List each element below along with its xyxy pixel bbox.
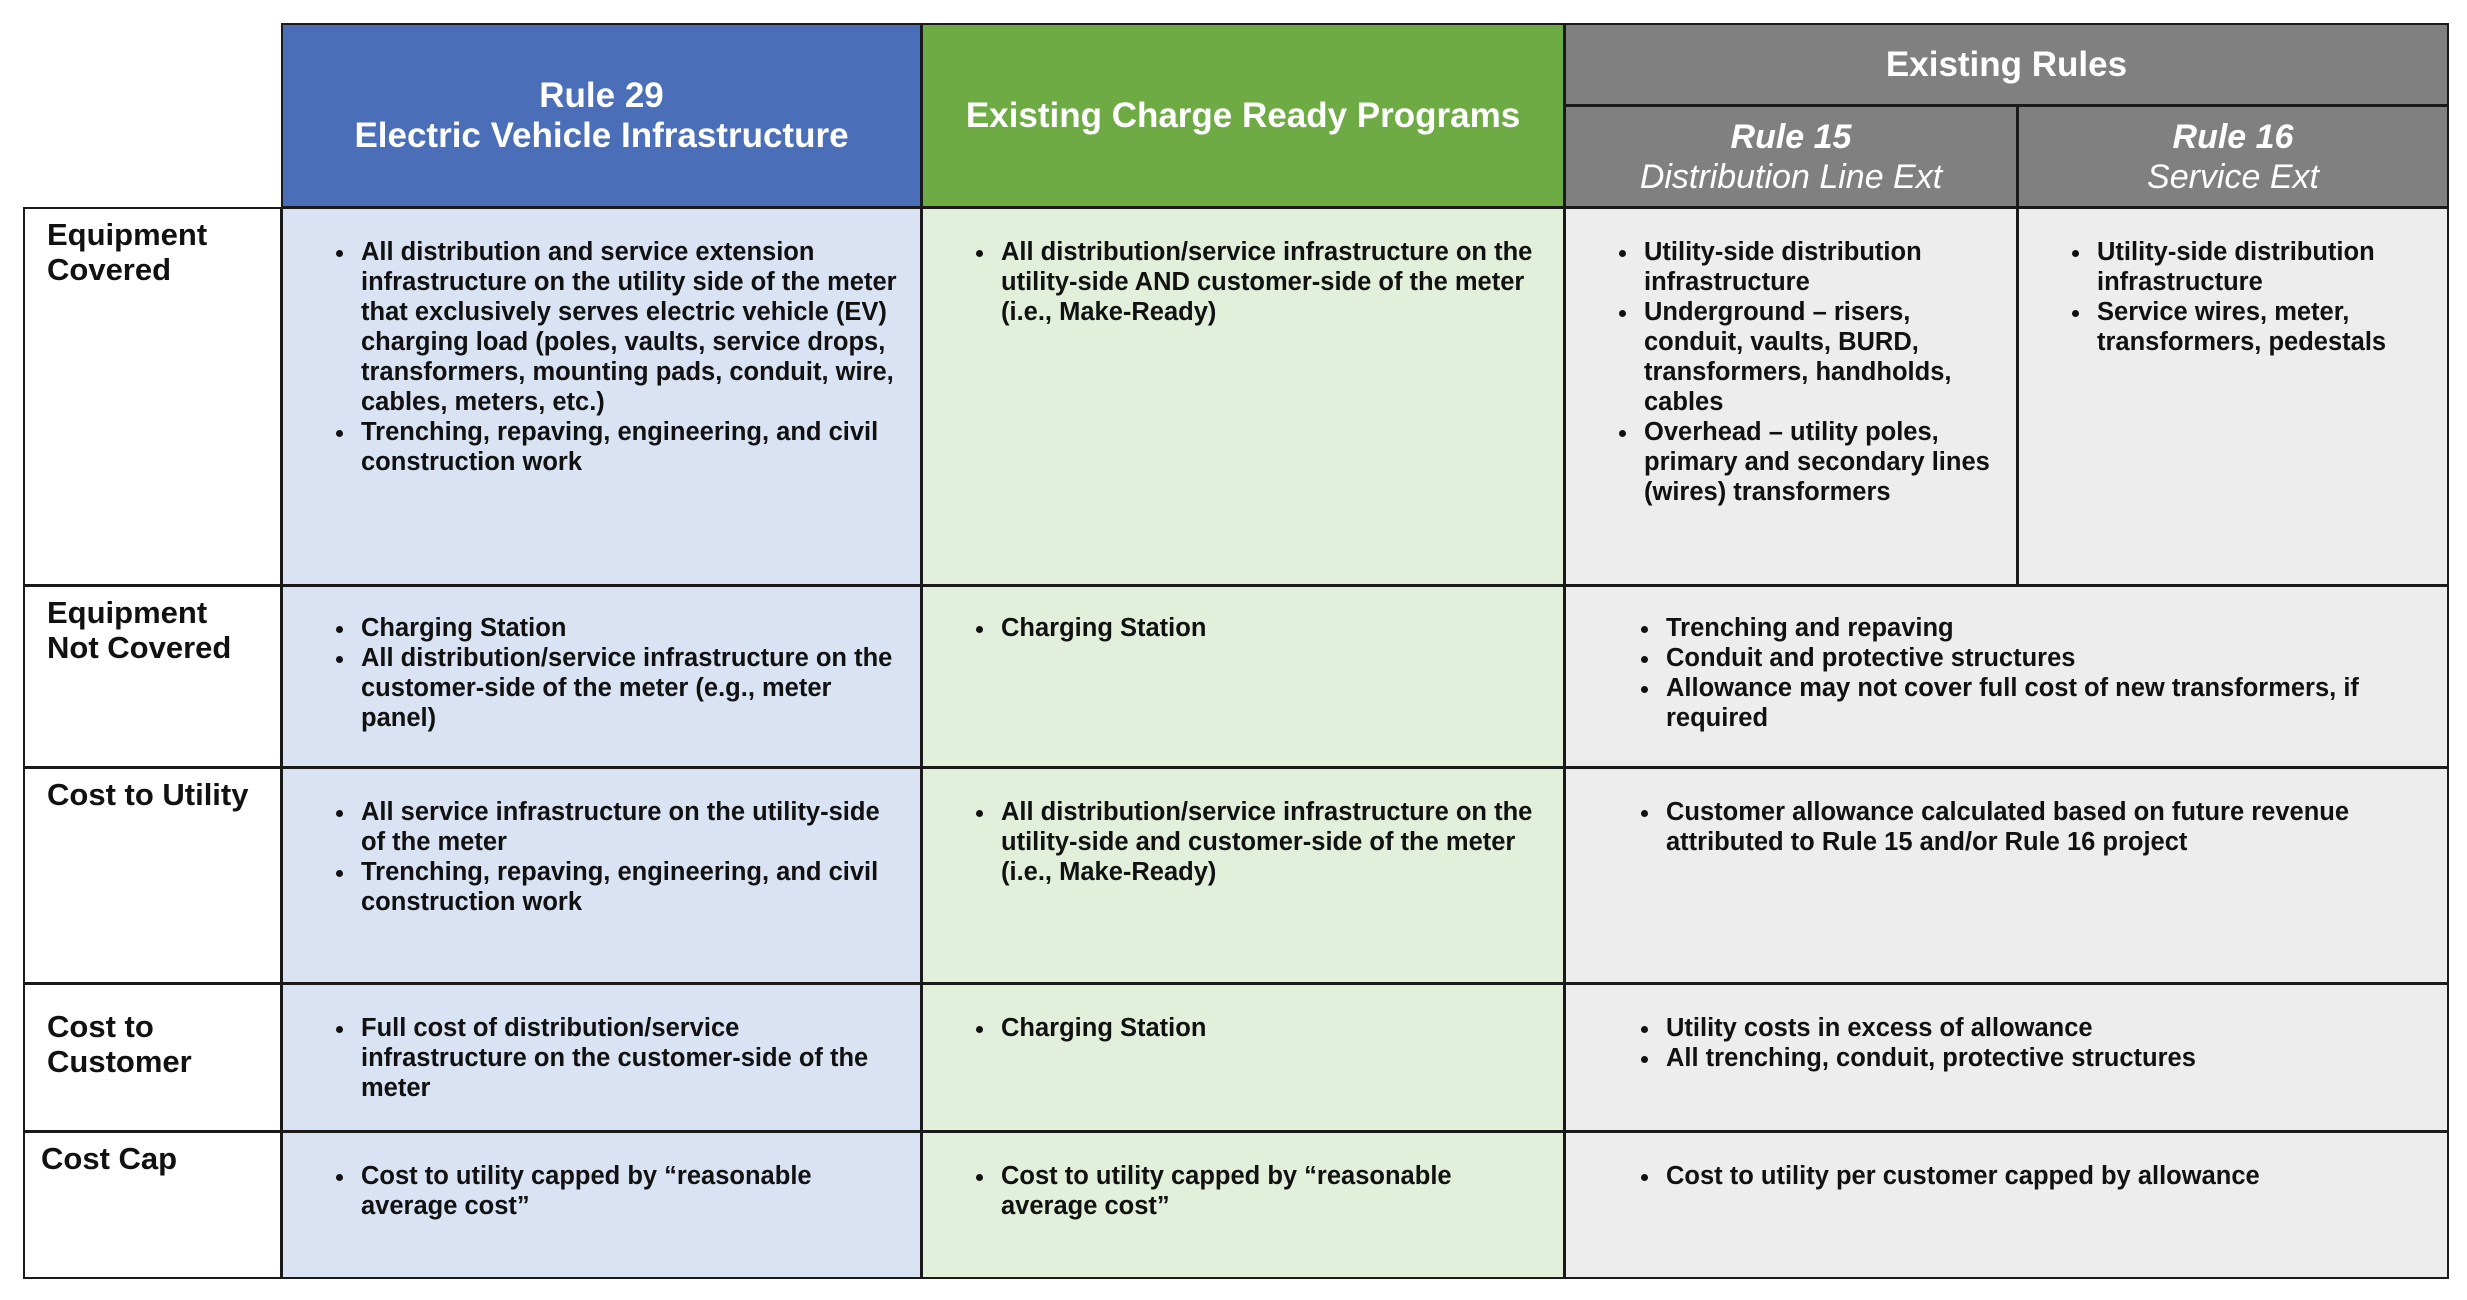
cell-charge-ready-equipment-covered — [921, 207, 1565, 586]
list-item: • All distribution/service infrastructure on the utility-side and customer-side of the meter (i.e., Make-Ready) — [997, 797, 1543, 887]
header-rule15-title: Rule 15 — [1730, 117, 1852, 156]
list-item: • Utility costs in excess of allowance — [1662, 1013, 2427, 1043]
list-item: • Trenching, repaving, engineering, and civil construction work — [357, 417, 900, 477]
cell-rule29-cost-cap — [281, 1131, 922, 1279]
list-item: • Cost to utility per customer capped by allowance — [1662, 1161, 2427, 1191]
header-rule15-subtitle: Distribution Line Ext — [1639, 157, 1943, 196]
cell-rule29-cost-to-customer — [281, 983, 922, 1132]
cell-rule16-equipment-covered — [2017, 207, 2449, 586]
row-label-line: Not Covered — [47, 630, 232, 665]
row-label-line: Equipment — [47, 595, 208, 630]
row-label-line: Covered — [47, 252, 172, 287]
row-label-line: Cost to — [47, 1009, 154, 1044]
header-charge-ready-title: Existing Charge Ready Programs — [965, 95, 1521, 135]
header-rule29-title: Rule 29 — [539, 75, 664, 115]
list-item: • Allowance may not cover full cost of new transformers, if required — [1662, 673, 2427, 733]
list-item: • All distribution and service extension infrastructure on the utility side of the meter that exclusively serves electric vehicle (EV) charging load (poles, vaults, service drops, transformers, mounting pads, conduit, wire, cables, meters, etc.) — [357, 237, 900, 417]
list-item: • Full cost of distribution/service infrastructure on the customer-side of the meter — [357, 1013, 900, 1103]
list-item: • Customer allowance calculated based on future revenue attributed to Rule 15 and/or Rule 16 project — [1662, 797, 2427, 857]
comparison-table — [24, 24, 2449, 1279]
cell-rule29-equipment-covered — [281, 207, 922, 586]
cell-charge-ready-equipment-not-covered — [921, 585, 1565, 768]
list-item: • All distribution/service infrastructure on the utility-side AND customer-side of the meter (i.e., Make-Ready) — [997, 237, 1543, 327]
list-item: • Charging Station — [357, 613, 900, 643]
list-item: • Trenching and repaving — [1662, 613, 2427, 643]
list-item: • All trenching, conduit, protective structures — [1662, 1043, 2427, 1073]
list-item: • Utility-side distribution infrastructure — [1640, 237, 1996, 297]
corner-blank — [24, 24, 282, 208]
cell-existing-cost-cap — [1564, 1131, 2449, 1279]
header-rule29-subtitle: Electric Vehicle Infrastructure — [354, 115, 849, 155]
header-rule16-subtitle: Service Ext — [2147, 157, 2319, 196]
header-rule16 — [2017, 105, 2449, 208]
header-rule15 — [1564, 105, 2018, 208]
list-item: • Cost to utility capped by “reasonable average cost” — [357, 1161, 900, 1221]
list-item: • Conduit and protective structures — [1662, 643, 2427, 673]
row-label-line: Customer — [47, 1044, 192, 1079]
cell-existing-cost-to-utility — [1564, 767, 2449, 984]
list-item: • Utility-side distribution infrastructure — [2093, 237, 2427, 297]
list-item: • Trenching, repaving, engineering, and civil construction work — [357, 857, 900, 917]
header-charge-ready — [921, 23, 1565, 208]
row-label-line: Equipment — [47, 217, 208, 252]
cell-rule29-cost-to-utility — [281, 767, 922, 984]
row-label-cost-to-customer — [23, 983, 282, 1132]
cell-existing-equipment-not-covered — [1564, 585, 2449, 768]
row-label-equipment-covered — [23, 207, 282, 586]
list-item: • All distribution/service infrastructure on the customer-side of the meter (e.g., meter panel) — [357, 643, 900, 733]
cell-existing-cost-to-customer — [1564, 983, 2449, 1132]
list-item: • Service wires, meter, transformers, pedestals — [2093, 297, 2427, 357]
row-label-cost-cap — [23, 1131, 282, 1279]
row-label-line: Cost Cap — [41, 1141, 178, 1176]
row-label-cost-to-utility — [23, 767, 282, 984]
header-existing-rules-title: Existing Rules — [1885, 44, 2128, 84]
header-rule16-title: Rule 16 — [2172, 117, 2294, 156]
cell-charge-ready-cost-to-customer — [921, 983, 1565, 1132]
list-item: • Overhead – utility poles, primary and secondary lines (wires) transformers — [1640, 417, 1996, 507]
list-item: • Charging Station — [997, 613, 1543, 643]
cell-rule29-equipment-not-covered — [281, 585, 922, 768]
list-item: • Cost to utility capped by “reasonable average cost” — [997, 1161, 1543, 1221]
list-item: • All service infrastructure on the utility-side of the meter — [357, 797, 900, 857]
cell-charge-ready-cost-to-utility — [921, 767, 1565, 984]
cell-charge-ready-cost-cap — [921, 1131, 1565, 1279]
list-item: • Charging Station — [997, 1013, 1543, 1043]
list-item: • Underground – risers, conduit, vaults, BURD, transformers, handholds, cables — [1640, 297, 1996, 417]
row-label-equipment-not-covered — [23, 585, 282, 768]
cell-rule15-equipment-covered — [1564, 207, 2018, 586]
header-existing-rules — [1564, 23, 2449, 106]
header-rule29 — [281, 23, 922, 208]
row-label-line: Cost to Utility — [47, 777, 249, 812]
